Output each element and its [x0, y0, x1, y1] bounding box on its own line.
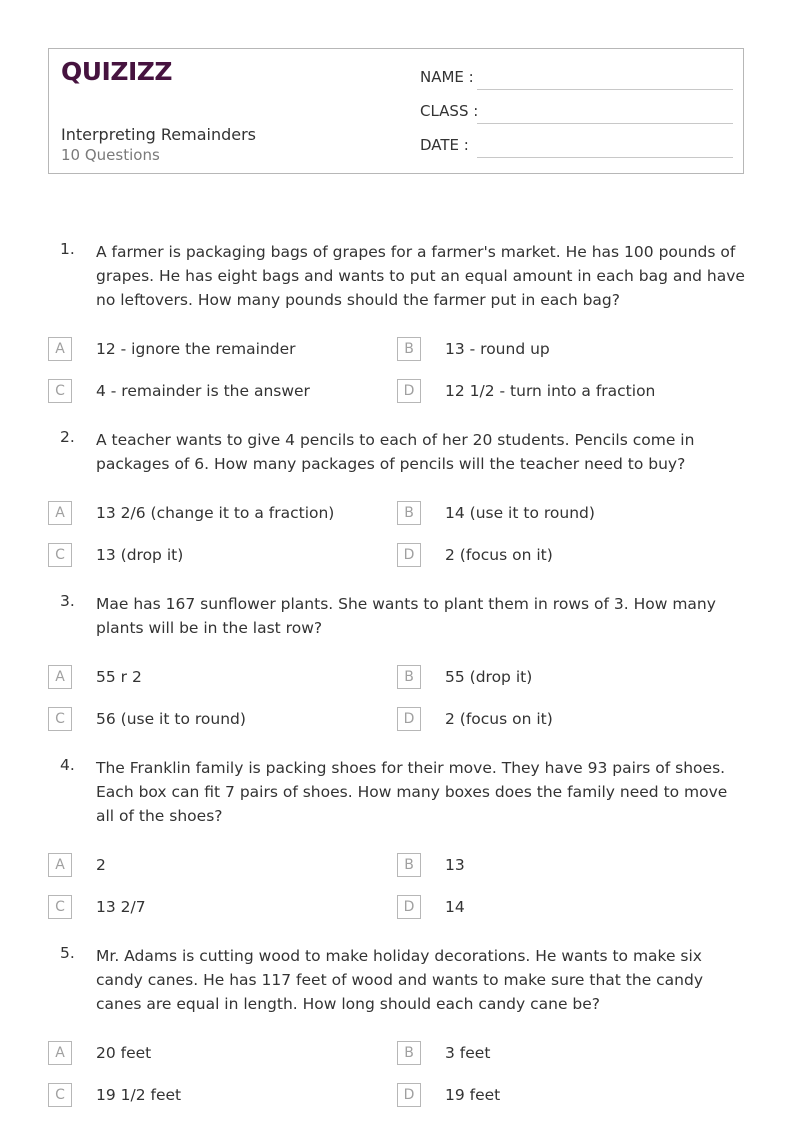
option-letter-box: D — [397, 543, 421, 567]
option-text: 4 - remainder is the answer — [96, 382, 310, 400]
question-text: A farmer is packaging bags of grapes for a farmer's market. He has 100 pounds of grapes. He has eight bags and wants to put an equal amount in each bag and have no leftovers. How many pounds should the farmer put in each bag? — [96, 243, 745, 309]
question-number: 2. — [60, 428, 75, 446]
option-letter-box: B — [397, 665, 421, 689]
option-text: 2 (focus on it) — [445, 546, 553, 564]
option-letter-box: D — [397, 379, 421, 403]
quizizz-logo: QUIZIZZ — [61, 57, 173, 86]
option-text: 14 — [445, 898, 465, 916]
option-text: 12 1/2 - turn into a fraction — [445, 382, 656, 400]
option-letter-box: D — [397, 707, 421, 731]
option-text: 13 (drop it) — [96, 546, 184, 564]
question-text: A teacher wants to give 4 pencils to each of her 20 students. Pencils come in packages of 6. How many packages of pencils will the teacher need to buy? — [96, 431, 695, 473]
name-input-line[interactable] — [477, 89, 733, 90]
option-letter-box: A — [48, 853, 72, 877]
question-number: 1. — [60, 240, 75, 258]
option-letter-box: C — [48, 379, 72, 403]
option-text: 19 1/2 feet — [96, 1086, 182, 1104]
option-letter-box: A — [48, 337, 72, 361]
option-letter-box: D — [397, 1083, 421, 1107]
option-text: 56 (use it to round) — [96, 710, 246, 728]
option-letter-box: C — [48, 895, 72, 919]
option-letter-box: A — [48, 1041, 72, 1065]
question-text: Mr. Adams is cutting wood to make holiday decorations. He wants to make six candy canes. He has 117 feet of wood and wants to make sure that the candy canes are equal in length. How long should each candy cane be? — [96, 947, 704, 1013]
option-letter-box: B — [397, 501, 421, 525]
name-label: NAME : — [420, 68, 474, 86]
question-number: 3. — [60, 592, 75, 610]
option-text: 2 (focus on it) — [445, 710, 553, 728]
option-letter-box: C — [48, 707, 72, 731]
option-letter-box: B — [397, 337, 421, 361]
date-label: DATE : — [420, 136, 469, 154]
option-letter-box: C — [48, 1083, 72, 1107]
option-text: 13 2/6 (change it to a fraction) — [96, 504, 335, 522]
option-text: 13 2/7 — [96, 898, 146, 916]
option-letter-box: C — [48, 543, 72, 567]
question-count: 10 Questions — [61, 146, 160, 164]
option-letter-box: B — [397, 1041, 421, 1065]
option-text: 20 feet — [96, 1044, 152, 1062]
question-text: The Franklin family is packing shoes for their move. They have 93 pairs of shoes. Each box can fit 7 pairs of shoes. How many boxes does the family need to move all of the shoes? — [96, 759, 728, 825]
question-text: Mae has 167 sunflower plants. She wants to plant them in rows of 3. How many plants will be in the last row? — [96, 595, 716, 637]
worksheet-header — [48, 48, 744, 174]
class-input-line[interactable] — [477, 123, 733, 124]
option-text: 13 - round up — [445, 340, 550, 358]
option-text: 55 (drop it) — [445, 668, 533, 686]
date-input-line[interactable] — [477, 157, 733, 158]
worksheet-title: Interpreting Remainders — [61, 125, 257, 144]
question-number: 4. — [60, 756, 75, 774]
question-number: 5. — [60, 944, 75, 962]
option-letter-box: A — [48, 501, 72, 525]
option-text: 19 feet — [445, 1086, 501, 1104]
option-letter-box: A — [48, 665, 72, 689]
option-text: 55 r 2 — [96, 668, 142, 686]
option-text: 13 — [445, 856, 465, 874]
option-text: 2 — [96, 856, 106, 874]
option-letter-box: B — [397, 853, 421, 877]
option-text: 3 feet — [445, 1044, 491, 1062]
option-letter-box: D — [397, 895, 421, 919]
option-text: 12 - ignore the remainder — [96, 340, 296, 358]
class-label: CLASS : — [420, 102, 479, 120]
option-text: 14 (use it to round) — [445, 504, 595, 522]
